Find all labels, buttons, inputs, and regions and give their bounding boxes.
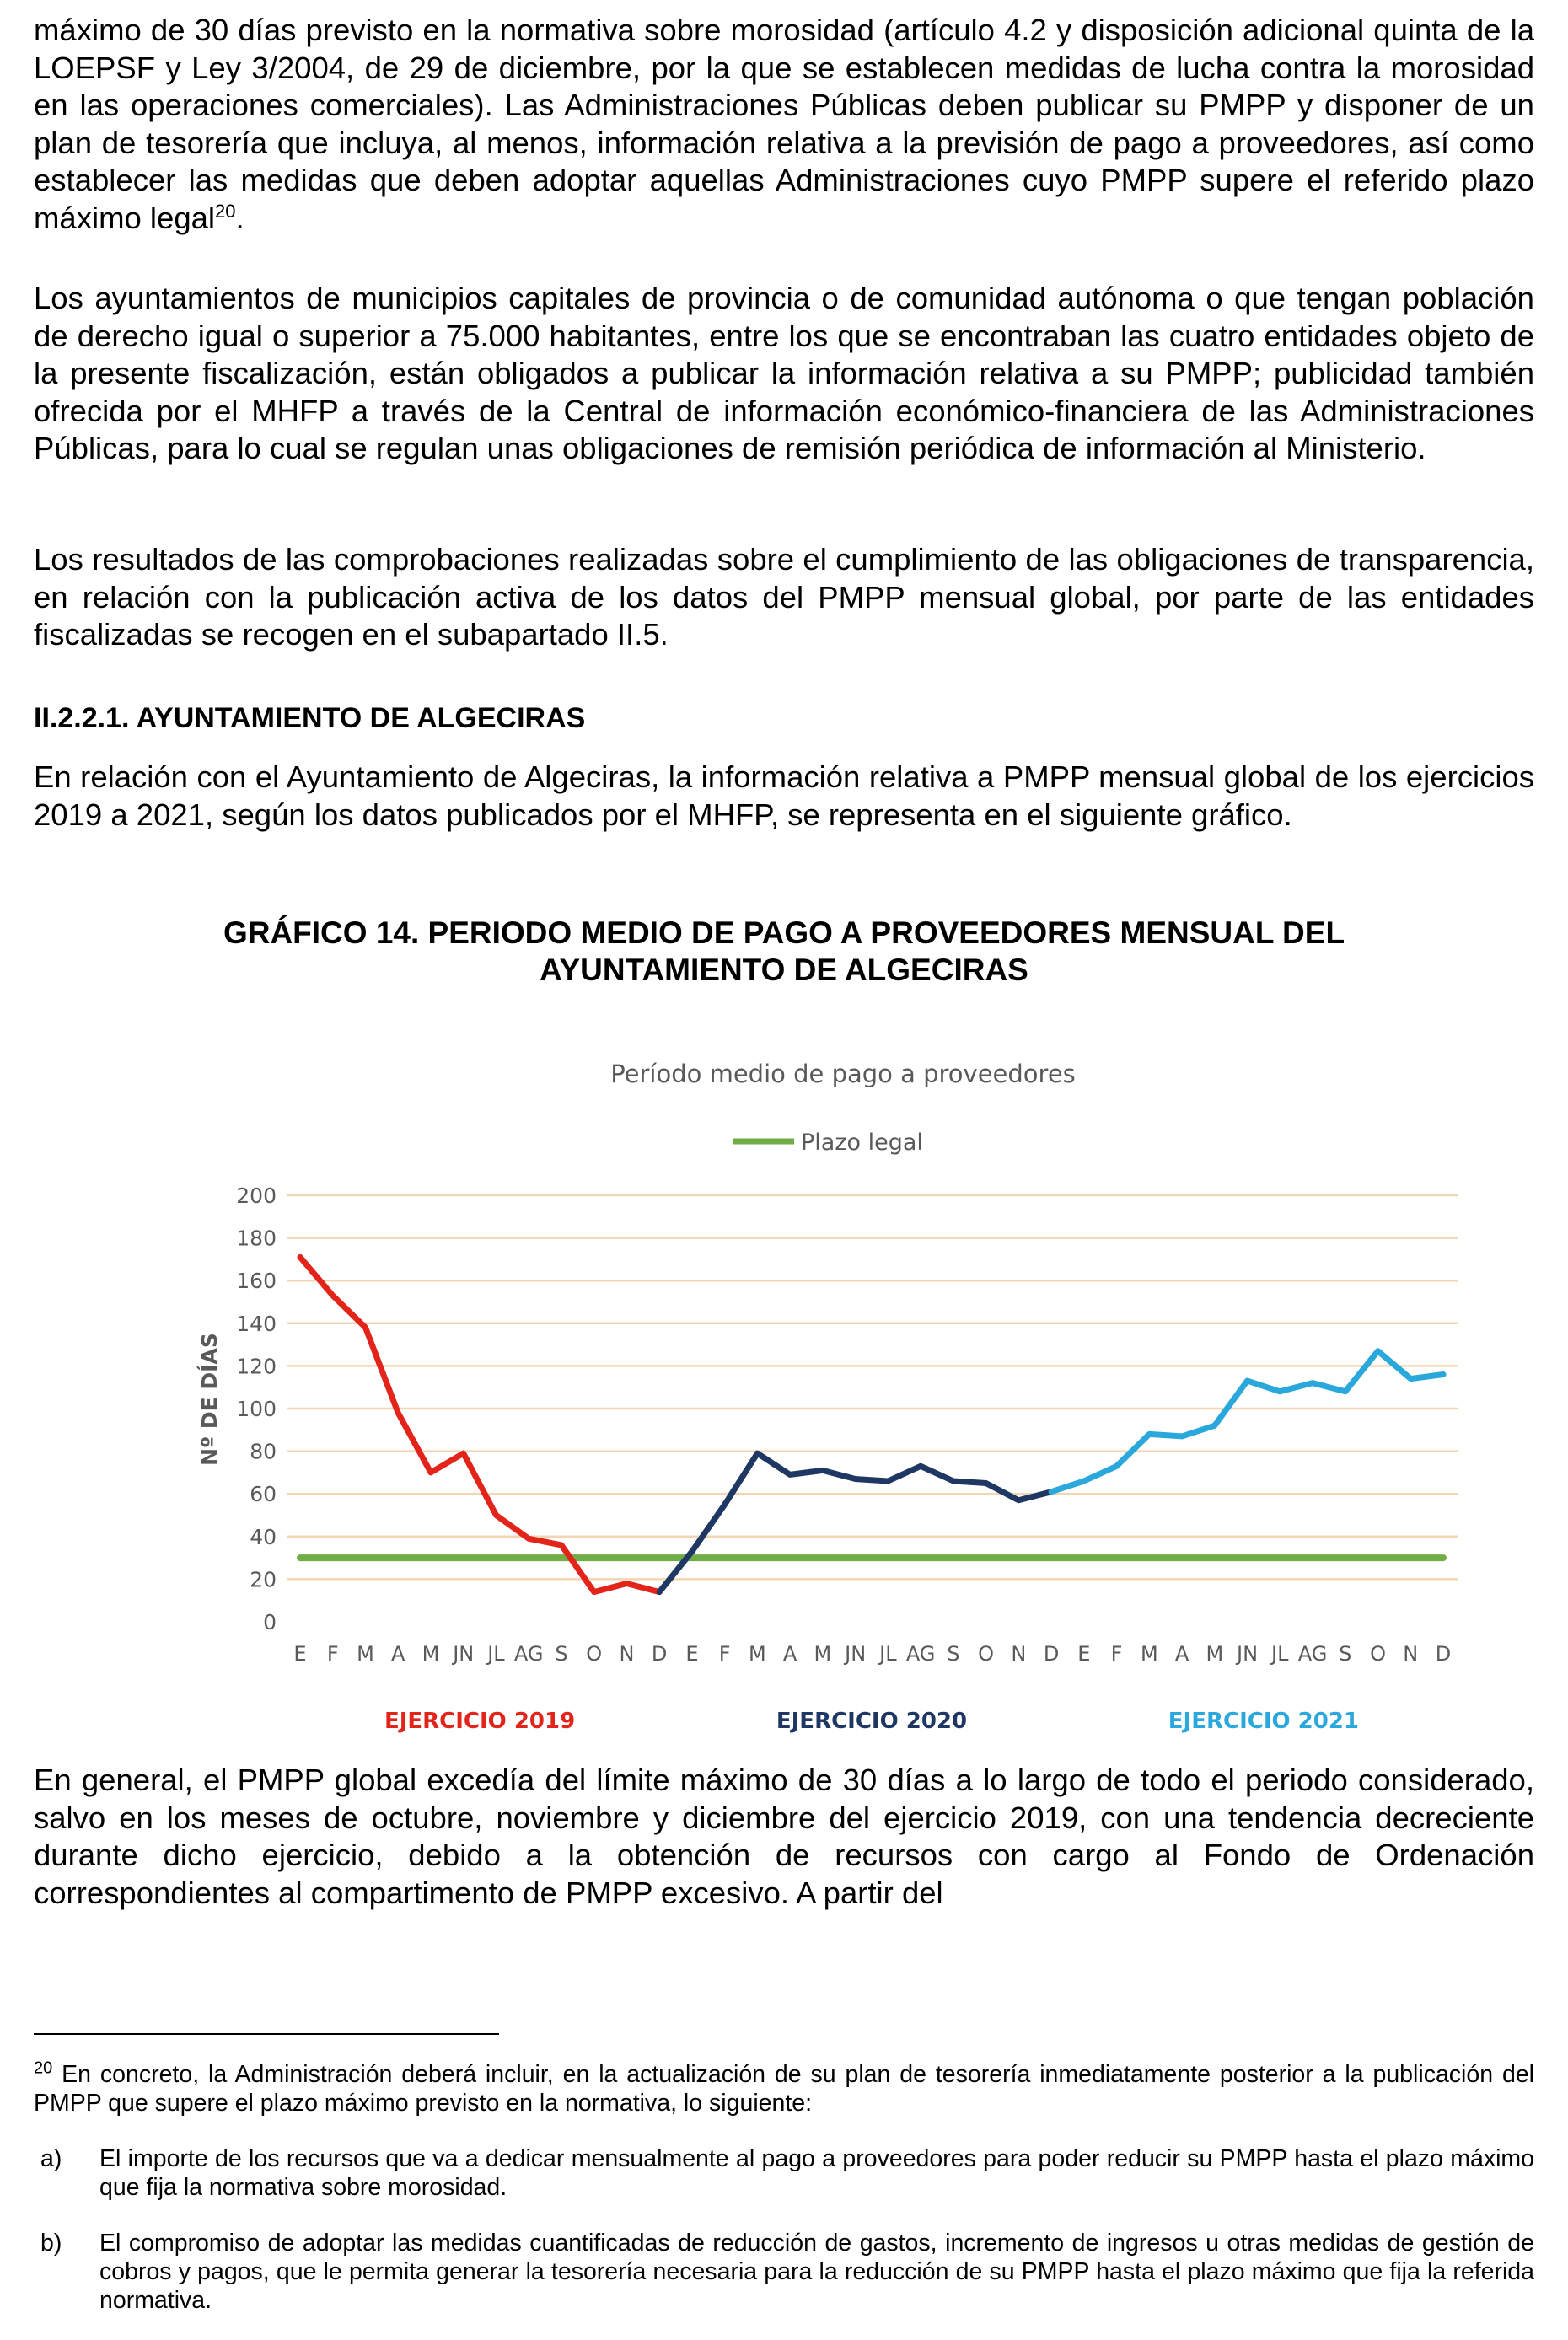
y-axis-ticks bbox=[236, 1183, 277, 1634]
x-tick-label: M bbox=[814, 1642, 832, 1666]
y-tick-label: 0 bbox=[263, 1610, 277, 1634]
x-tick-label: JN bbox=[1237, 1642, 1259, 1666]
x-tick-label: JN bbox=[845, 1642, 867, 1666]
footnote-item-b-text: El compromiso de adoptar las medidas cuantificadas de reducción de gastos, incremento de ingresos u otras medidas de gestión de cobros y pagos, que le permita generar la tesorería necesaria para la reducción de su PMPP hasta el plazo máximo que fija la referida normativa. bbox=[99, 2230, 1534, 2314]
x-tick-label: A bbox=[391, 1642, 405, 1666]
chart-series bbox=[300, 1257, 1443, 1591]
x-tick-label: AG bbox=[905, 1642, 936, 1666]
x-tick-label: O bbox=[1370, 1642, 1386, 1666]
x-tick-label: M bbox=[422, 1642, 440, 1666]
paragraph-resultados: Los resultados de las comprobaciones realizadas sobre el cumplimiento de las obligaciones de transparencia, en relación con la publicación activa de los datos del PMPP mensual global, por parte de las entidades fiscalizadas se recogen en el subapartado II.5. bbox=[34, 542, 1534, 652]
footnote-20 bbox=[34, 2060, 1534, 2117]
figure-title bbox=[34, 915, 1534, 989]
x-tick-label: O bbox=[978, 1642, 995, 1666]
x-tick-label: N bbox=[1011, 1642, 1027, 1666]
x-tick-label: AG bbox=[513, 1642, 544, 1666]
x-tick-label: A bbox=[1174, 1642, 1189, 1666]
chart-gridlines bbox=[287, 1195, 1458, 1579]
x-tick-label: M bbox=[749, 1642, 766, 1666]
y-tick-label: 160 bbox=[236, 1269, 277, 1294]
paragraph-end: . bbox=[235, 200, 244, 235]
footnote-item-b-label: b) bbox=[40, 2230, 62, 2257]
x-tick-label: M bbox=[357, 1642, 374, 1666]
x-tick-label: S bbox=[1339, 1642, 1352, 1666]
x-axis-ticks bbox=[293, 1642, 1451, 1666]
x-tick-label: E bbox=[685, 1642, 699, 1666]
y-tick-label: 80 bbox=[250, 1439, 277, 1464]
footnote-text: En concreto, la Administración deberá incluir, en la actualización de su plan de tesorería inmediatamente posterior a la publicación del PMPP que supere el plazo máximo previsto en la normativa, lo siguiente: bbox=[34, 2061, 1534, 2117]
pmpp-line-chart bbox=[160, 1045, 1458, 1745]
x-tick-label: JL bbox=[879, 1642, 897, 1666]
y-tick-label: 180 bbox=[236, 1226, 277, 1251]
x-tick-label: D bbox=[1043, 1642, 1060, 1666]
x-tick-label: M bbox=[1206, 1642, 1224, 1666]
x-tick-label: E bbox=[1077, 1642, 1091, 1666]
footnote-number: 20 bbox=[34, 2058, 53, 2078]
y-tick-label: 100 bbox=[236, 1397, 277, 1421]
footnote-divider bbox=[34, 2033, 499, 2035]
x-tick-label: M bbox=[1140, 1642, 1158, 1666]
y-tick-label: 20 bbox=[250, 1567, 277, 1592]
x-tick-label: S bbox=[555, 1642, 568, 1666]
year-labels bbox=[384, 1709, 1359, 1734]
y-tick-label: 60 bbox=[250, 1482, 277, 1507]
y-tick-label: 200 bbox=[236, 1183, 277, 1208]
x-tick-label: D bbox=[1435, 1642, 1452, 1666]
paragraph-conclusion: En general, el PMPP global excedía del límite máximo de 30 días a lo largo de todo el periodo considerado, salvo en los meses de octubre, noviembre y diciembre del ejercicio 2019, con una tendencia decreciente durante dicho ejercicio, debido a la obtención de recursos con cargo al Fondo de Ordenación correspondientes al compartimento de PMPP excesivo. A partir del bbox=[34, 1763, 1534, 1910]
series-line-ejercicio-2019 bbox=[300, 1257, 659, 1591]
x-tick-label: F bbox=[718, 1642, 731, 1666]
x-tick-label: AG bbox=[1297, 1642, 1328, 1666]
x-tick-label: D bbox=[651, 1642, 668, 1666]
paragraph-text: máximo de 30 días previsto en la normativa sobre morosidad (artículo 4.2 y disposición adicional quinta de la LOEPSF y Ley 3/2004, de 29 de diciembre, por la que se establecen medidas de lucha contra la morosidad en las operaciones comerciales). Las Administraciones Públicas deben publicar su PMPP y disponer de un plan de tesorería que incluya, al menos, información relativa a la previsión de pago a proveedores, así como establecer las medidas que deben adoptar aquellas Administraciones cuyo PMPP supere el referido plazo máximo legal bbox=[34, 13, 1534, 235]
year-label: EJERCICIO 2019 bbox=[384, 1709, 576, 1734]
x-tick-label: JN bbox=[453, 1642, 475, 1666]
y-tick-label: 120 bbox=[236, 1354, 277, 1379]
footnote-item-a-label: a) bbox=[40, 2145, 62, 2172]
chart-legend bbox=[733, 1130, 923, 1156]
figure-title-line-2: AYUNTAMIENTO DE ALGECIRAS bbox=[540, 953, 1028, 987]
legend-label-plazo-legal: Plazo legal bbox=[801, 1130, 923, 1156]
series-line-ejercicio-2020 bbox=[659, 1453, 1051, 1592]
y-axis-label: Nº DE DÍAS bbox=[197, 1333, 222, 1466]
series-line-ejercicio-2021 bbox=[1051, 1351, 1443, 1492]
x-tick-label: N bbox=[619, 1642, 635, 1666]
y-tick-label: 140 bbox=[236, 1311, 277, 1336]
x-tick-label: F bbox=[1110, 1642, 1123, 1666]
x-tick-label: JL bbox=[1271, 1642, 1289, 1666]
x-tick-label: O bbox=[586, 1642, 603, 1666]
paragraph-ayuntamientos: Los ayuntamientos de municipios capitales de provincia o de comunidad autónoma o que tengan población de derecho igual o superior a 75.000 habitantes, entre los que se encontraban las cuatro entidades objeto de la presente fiscalización, están obligados a publicar la información relativa a su PMPP; publicidad también ofrecida por el MHFP a través de la Central de información económico-financiera de las Administraciones Públicas, para lo cual se regulan unas obligaciones de remisión periódica de información al Ministerio. bbox=[34, 281, 1534, 465]
x-tick-label: S bbox=[947, 1642, 960, 1666]
figure-title-line-1: GRÁFICO 14. PERIODO MEDIO DE PAGO A PROVEEDORES MENSUAL DEL bbox=[223, 915, 1345, 950]
y-tick-label: 40 bbox=[250, 1524, 277, 1549]
chart-title: Período medio de pago a proveedores bbox=[610, 1060, 1076, 1088]
x-tick-label: F bbox=[326, 1642, 339, 1666]
paragraph-algeciras: En relación con el Ayuntamiento de Algeciras, la información relativa a PMPP mensual global de los ejercicios 2019 a 2021, según los datos publicados por el MHFP, se representa en el siguiente gráfico. bbox=[34, 759, 1534, 832]
section-title: II.2.2.1. AYUNTAMIENTO DE ALGECIRAS bbox=[34, 702, 586, 734]
x-tick-label: N bbox=[1403, 1642, 1419, 1666]
x-tick-label: A bbox=[782, 1642, 797, 1666]
year-label: EJERCICIO 2021 bbox=[1168, 1709, 1360, 1734]
x-tick-label: E bbox=[293, 1642, 307, 1666]
year-label: EJERCICIO 2020 bbox=[776, 1709, 968, 1734]
paragraph-morosidad bbox=[34, 12, 1534, 237]
footnote-item-a-text: El importe de los recursos que va a dedicar mensualmente al pago a proveedores para poder reducir su PMPP hasta el plazo máximo que fija la normativa sobre morosidad. bbox=[99, 2145, 1534, 2201]
footnote-reference[interactable]: 20 bbox=[215, 200, 236, 222]
x-tick-label: JL bbox=[487, 1642, 505, 1666]
